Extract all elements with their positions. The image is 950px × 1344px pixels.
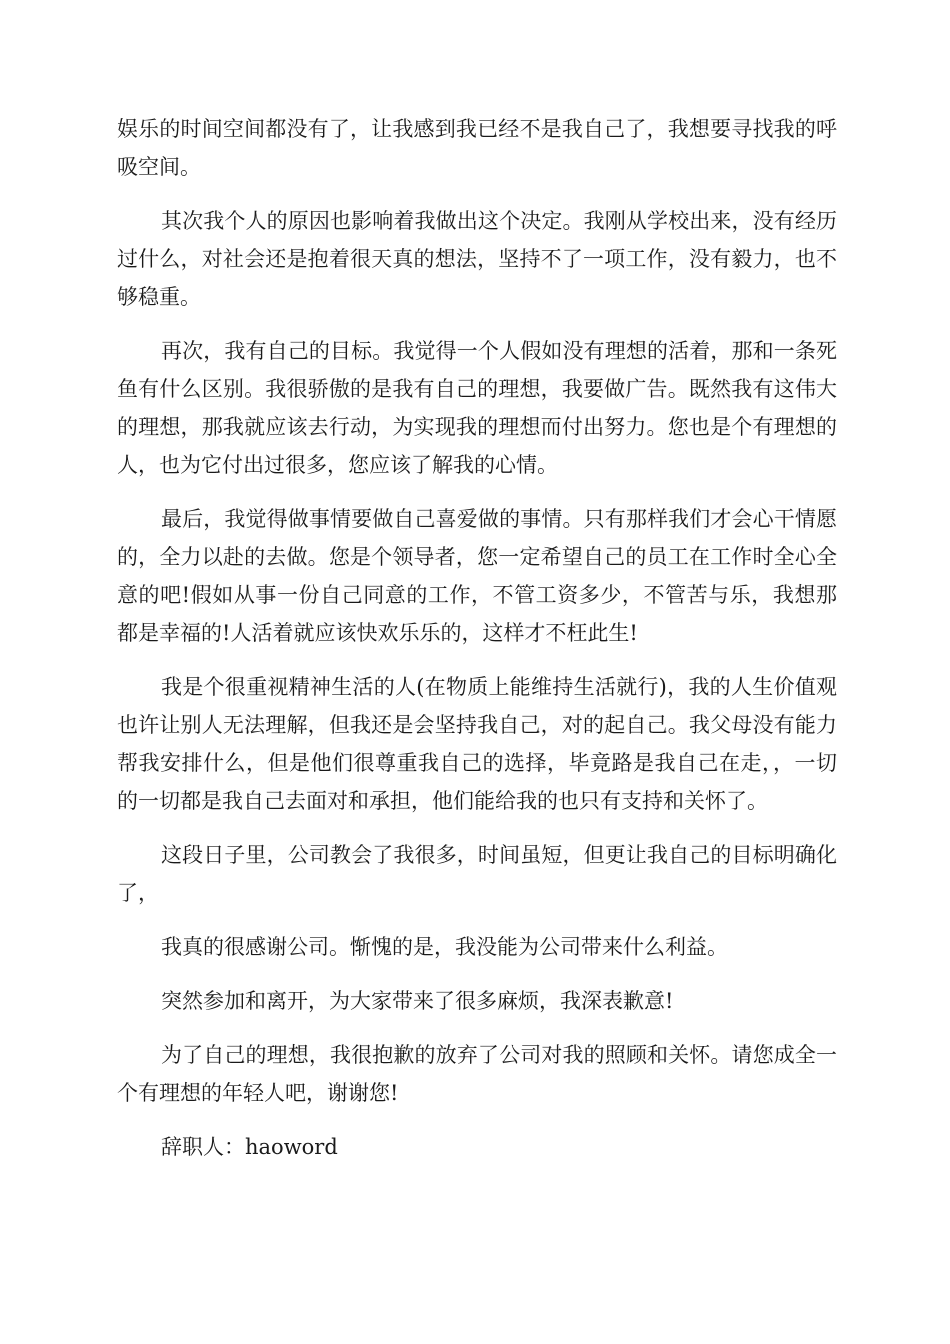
signature-line: 辞职人：haoword: [161, 1135, 338, 1159]
paragraph-apology: 突然参加和离开，为大家带来了很多麻烦，我深表歉意!: [161, 989, 674, 1013]
letter-body: [117, 110, 837, 1182]
paragraph-passion: 最后，我觉得做事情要做自己喜爱做的事情。只有那样我们才会心干情愿的，全力以赴的去做。您是个领导者，您一定希望自己的员工在工作时全心全意的吧!假如从事一份自己同意的工作，不管工资多少，不管苦与乐，我想那都是幸福的!人活着就应该快欢乐乐的，这样才不枉此生!: [117, 507, 837, 645]
paragraph-closing: 为了自己的理想，我很抱歉的放弃了公司对我的照顾和关怀。请您成全一个有理想的年轻人吧，谢谢您!: [117, 1043, 837, 1105]
paragraph-goals: 再次，我有自己的目标。我觉得一个人假如没有理想的活着，那和一条死鱼有什么区别。我很骄傲的是我有自己的理想，我要做广告。既然我有这伟大的理想，那我就应该去行动，为实现我的理想而付出努力。您也是个有理想的人，也为它付出过很多，您应该了解我的心情。: [117, 339, 837, 477]
paragraph-personal-reasons: 其次我个人的原因也影响着我做出这个决定。我刚从学校出来，没有经历过什么，对社会还是抱着很天真的想法，坚持不了一项工作，没有毅力，也不够稳重。: [117, 209, 837, 309]
paragraph-continuation: 娱乐的时间空间都没有了，让我感到我已经不是我自己了，我想要寻找我的呼吸空间。: [117, 117, 837, 179]
paragraph-values: 我是个很重视精神生活的人(在物质上能维持生活就行)，我的人生价值观也许让别人无法理解，但我还是会坚持我自己，对的起自己。我父母没有能力帮我安排什么，但是他们很尊重我自己的选择，毕竟路是我自己在走，，一切的一切都是我自己去面对和承担，他们能给我的也只有支持和关怀了。: [117, 675, 837, 813]
paragraph-gratitude-intro: 这段日子里，公司教会了我很多，时间虽短，但更让我自己的目标明确化了，: [117, 843, 837, 905]
paragraph-thanks: 我真的很感谢公司。惭愧的是，我没能为公司带来什么利益。: [161, 935, 728, 959]
